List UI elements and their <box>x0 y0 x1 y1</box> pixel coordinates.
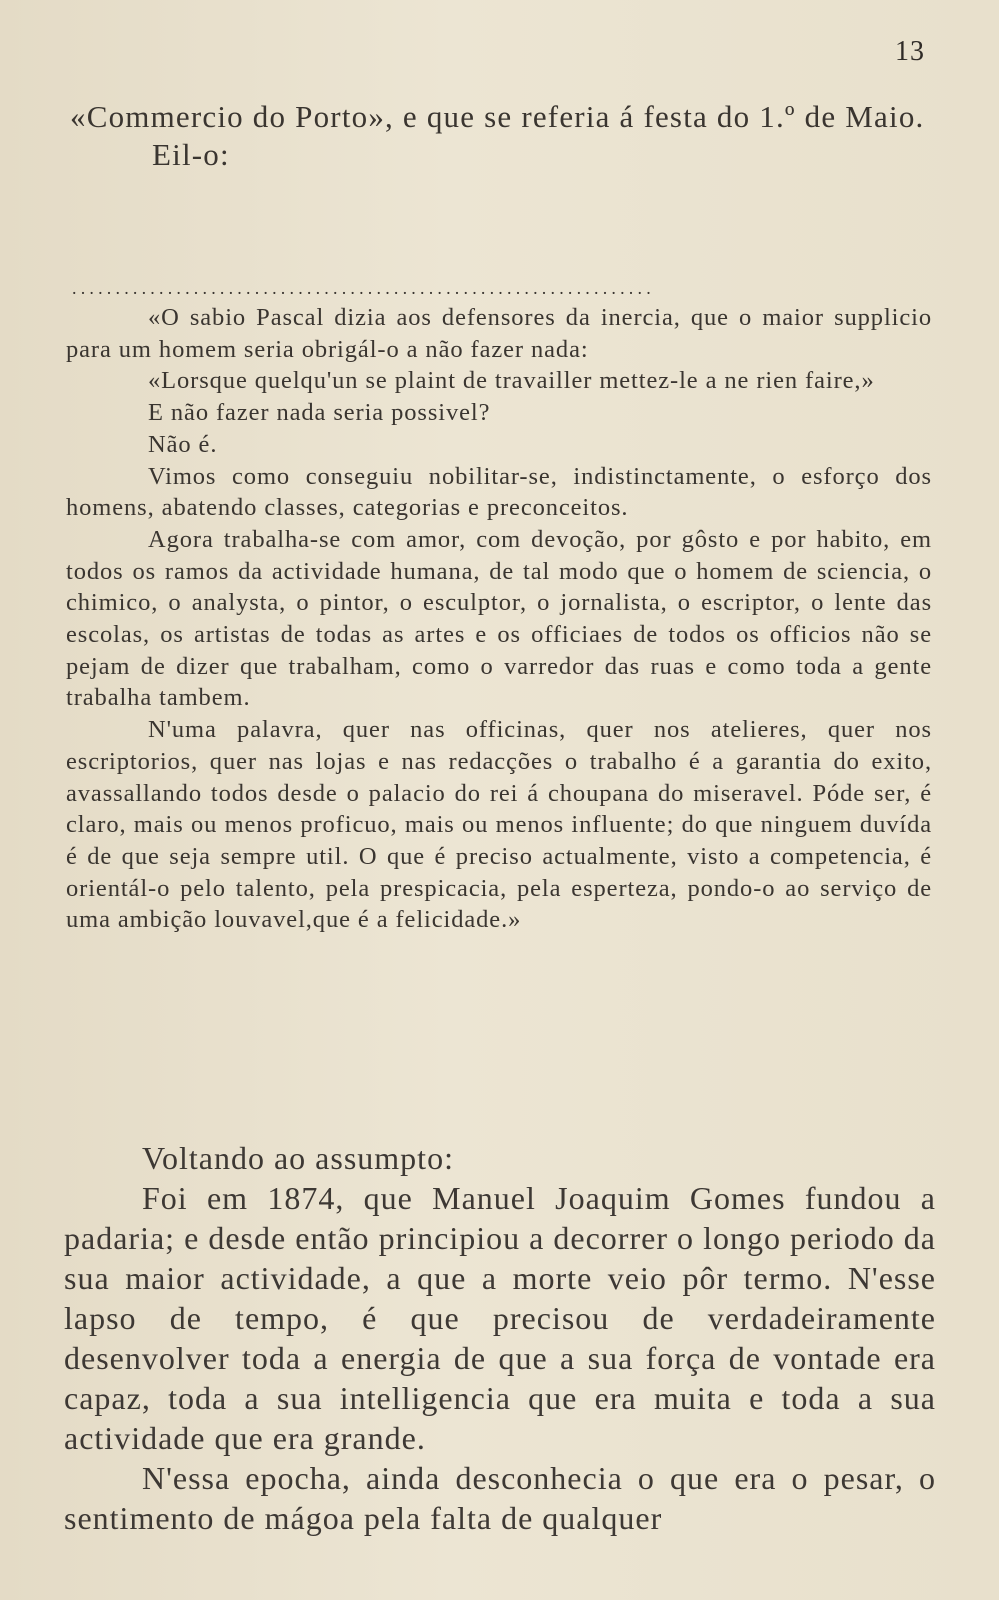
intro-eilo: Eil-o: <box>152 137 230 172</box>
quote-paragraph: Vimos como conseguiu nobilitar-se, indistinctamente, o esforço dos homens, abatendo classes, categorias e preconceitos. <box>66 462 932 522</box>
page-number: 13 <box>895 36 925 67</box>
intro-line: «Commercio do Porto», e que se referia á festa do 1.º de Maio. <box>70 99 925 134</box>
quoted-article <box>66 302 932 936</box>
body-paragraph: N'essa epocha, ainda desconhecia o que era o pesar, o sentimento de mágoa pela falta de qualquer <box>64 1460 936 1536</box>
quote-paragraph: E não fazer nada seria possivel? <box>148 399 491 427</box>
quote-paragraph: Agora trabalha-se com amor, com devoção, por gôsto e por habito, em todos os ramos da actividade humana, de tal modo que o homem de sciencia, o chimico, o analysta, o pintor, o esculptor, o jornalista, o escriptor, o lente das escolas, os artistas de todas as artes e os officiaes de todos os officios não se pejam de dizer que trabalham, como o varredor das ruas e como toda a gente trabalha tambem. <box>66 525 932 712</box>
quote-paragraph: Não é. <box>148 430 218 458</box>
main-text <box>64 1138 936 1538</box>
quote-paragraph: «O sabio Pascal dizia aos defensores da inercia, que o maior supplicio para um homem seria obrigál-o a não fazer nada: <box>66 304 932 363</box>
body-paragraph: Foi em 1874, que Manuel Joaquim Gomes fundou a padaria; e desde então principiou a decorrer o longo periodo da sua maior actividade, a que a morte veio pôr termo. N'esse lapso de tempo, é que precisou de verdadeiramente desenvolver toda a energia de que a sua força de vontade era capaz, toda a sua intelligencia que era muita e toda a sua actividade que era grande. <box>64 1180 936 1456</box>
quote-paragraph: N'uma palavra, quer nas officinas, quer nos atelieres, quer nos escriptorios, quer nas lojas e nas redacções o trabalho é a garantia do exito, avassallando todos desde o palacio do rei á choupana do miseravel. Póde ser, é claro, mais ou menos proficuo, mais ou menos influente; do que ninguem duvída é de que seja sempre util. O que é preciso actualmente, visto a competencia, é orientál-o pelo talento, pela prespicacia, pela esperteza, pondo-o ao serviço de uma ambição louvavel,que é a felicidade.» <box>66 716 932 934</box>
quote-paragraph: «Lorsque quelqu'un se plaint de travailler mettez-le a ne rien faire,» <box>148 367 875 395</box>
body-paragraph: Voltando ao assumpto: <box>142 1140 454 1176</box>
intro-block <box>70 98 930 174</box>
ellipsis-rule: ................................................................... <box>72 278 655 298</box>
